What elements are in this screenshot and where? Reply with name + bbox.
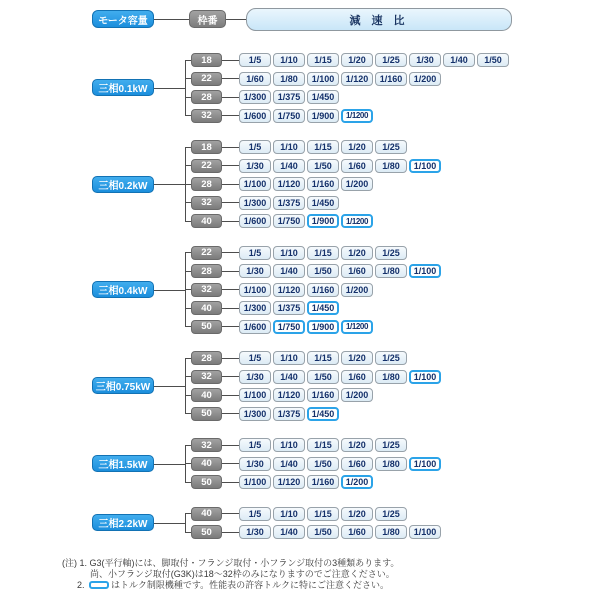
frame-number-box: 50 [191, 475, 222, 489]
ratio-box: 1/80 [375, 159, 407, 173]
ratio-box: 1/600 [239, 109, 271, 123]
frame-connector-line [222, 202, 239, 203]
ratio-box: 1/60 [341, 159, 373, 173]
motor-capacity-box: 三相2.2kW [92, 514, 154, 531]
ratio-box: 1/50 [307, 264, 339, 278]
ratio-box: 1/40 [443, 53, 475, 67]
motor-capacity-box: 三相0.2kW [92, 176, 154, 193]
frame-connector-line [222, 482, 239, 483]
ratio-box: 1/200 [341, 283, 373, 297]
note-1-number: 1. [79, 558, 88, 568]
frame-connector-line [222, 289, 239, 290]
ratio-box: 1/40 [273, 264, 305, 278]
ratio-box: 1/60 [341, 370, 373, 384]
frame-row [0, 349, 600, 368]
frame-row [0, 436, 600, 455]
ratio-box: 1/25 [375, 140, 407, 154]
ratio-list [239, 370, 441, 384]
frame-row [0, 281, 600, 300]
ratio-box: 1/20 [341, 53, 373, 67]
ratio-box: 1/15 [307, 246, 339, 260]
ratio-box: 1/100 [239, 388, 271, 402]
frame-row [0, 262, 600, 281]
frame-number-box: 32 [191, 283, 222, 297]
ratio-list [239, 407, 339, 421]
frame-row [0, 318, 600, 337]
ratio-box: 1/20 [341, 438, 373, 452]
ratio-list [239, 140, 407, 154]
ratio-list [239, 457, 441, 471]
ratio-box: 1/10 [273, 351, 305, 365]
note-line-3 [62, 580, 399, 591]
frame-connector-line [222, 78, 239, 79]
ratio-box-torque-limited: 1/1200 [341, 109, 373, 123]
frame-row [0, 107, 600, 126]
ratio-box: 1/50 [307, 457, 339, 471]
ratio-box: 1/80 [375, 370, 407, 384]
frame-connector-line [222, 463, 239, 464]
ratio-box: 1/100 [239, 177, 271, 191]
frame-connector-line [222, 376, 239, 377]
note-line-1 [62, 558, 399, 569]
frame-connector-line [222, 165, 239, 166]
frame-row [0, 212, 600, 231]
motor-capacity-header-box: モータ容量 [92, 10, 154, 28]
ratio-box: 1/160 [307, 177, 339, 191]
motor-capacity-box: 三相1.5kW [92, 455, 154, 472]
frame-number-box: 40 [191, 388, 222, 402]
ratio-box: 1/100 [239, 475, 271, 489]
ratio-box: 1/15 [307, 507, 339, 521]
motor-capacity-box: 三相0.1kW [92, 79, 154, 96]
ratio-box-torque-limited: 1/750 [273, 320, 305, 334]
frame-number-box: 40 [191, 507, 222, 521]
frame-connector-line [222, 395, 239, 396]
ratio-box: 1/10 [273, 140, 305, 154]
ratio-box: 1/5 [239, 351, 271, 365]
capacity-connector-line [153, 464, 185, 465]
frame-number-header-box: 枠番 [189, 10, 226, 28]
frame-connector-line [222, 252, 239, 253]
ratio-box: 1/375 [273, 407, 305, 421]
ratio-list [239, 196, 339, 210]
ratio-box-torque-limited: 1/1200 [341, 214, 373, 228]
ratio-list [239, 507, 407, 521]
ratio-box-torque-limited: 1/900 [307, 320, 339, 334]
ratio-box: 1/50 [307, 159, 339, 173]
ratio-box: 1/30 [409, 53, 441, 67]
frame-row [0, 157, 600, 176]
frame-connector-line [222, 221, 239, 222]
torque-limited-legend-box [89, 581, 109, 589]
ratio-list [239, 246, 407, 260]
note-2-text: はトルク制限機種です。性能表の許容トルクに特にご注意ください。 [111, 580, 389, 590]
ratio-box: 1/15 [307, 438, 339, 452]
frame-number-box: 40 [191, 301, 222, 315]
ratio-box: 1/750 [273, 109, 305, 123]
ratio-box: 1/10 [273, 438, 305, 452]
frame-connector-line [222, 445, 239, 446]
capacity-connector-line [153, 88, 185, 89]
ratio-list [239, 301, 339, 315]
frame-number-box: 22 [191, 72, 222, 86]
tree [0, 51, 600, 555]
ratio-box: 1/20 [341, 140, 373, 154]
ratio-box: 1/375 [273, 90, 305, 104]
frame-row [0, 138, 600, 157]
ratio-box: 1/160 [375, 72, 407, 86]
ratio-list [239, 525, 441, 539]
ratio-box-torque-limited: 1/900 [307, 214, 339, 228]
ratio-list [239, 351, 407, 365]
motor-capacity-box: 三相0.4kW [92, 281, 154, 298]
frame-number-box: 50 [191, 407, 222, 421]
frame-row [0, 88, 600, 107]
ratio-box: 1/100 [409, 525, 441, 539]
ratio-box: 1/80 [375, 457, 407, 471]
ratio-box: 1/50 [307, 370, 339, 384]
ratio-box: 1/600 [239, 320, 271, 334]
ratio-box: 1/100 [239, 283, 271, 297]
header-connector-line [226, 19, 246, 20]
ratio-box: 1/60 [341, 457, 373, 471]
frame-row [0, 505, 600, 524]
ratio-box: 1/40 [273, 159, 305, 173]
ratio-box: 1/60 [341, 525, 373, 539]
ratio-list [239, 159, 441, 173]
frame-connector-line [222, 60, 239, 61]
ratio-box: 1/30 [239, 370, 271, 384]
ratio-box: 1/300 [239, 90, 271, 104]
frame-connector-line [222, 513, 239, 514]
frame-row [0, 368, 600, 387]
ratio-box: 1/450 [307, 196, 339, 210]
frame-row [0, 175, 600, 194]
frame-row [0, 473, 600, 492]
ratio-box: 1/600 [239, 214, 271, 228]
frame-number-box: 32 [191, 109, 222, 123]
ratio-box: 1/160 [307, 475, 339, 489]
ratio-box: 1/120 [273, 177, 305, 191]
ratio-box: 1/30 [239, 457, 271, 471]
ratio-box: 1/30 [239, 264, 271, 278]
frame-number-box: 32 [191, 196, 222, 210]
ratio-box: 1/450 [307, 90, 339, 104]
frame-row [0, 455, 600, 474]
frame-number-box: 18 [191, 53, 222, 67]
ratio-list [239, 214, 373, 228]
ratio-box: 1/10 [273, 246, 305, 260]
frame-number-box: 32 [191, 438, 222, 452]
frame-number-box: 22 [191, 159, 222, 173]
ratio-box: 1/750 [273, 214, 305, 228]
ratio-box: 1/5 [239, 140, 271, 154]
capacity-group [0, 349, 600, 423]
frame-connector-line [222, 97, 239, 98]
ratio-box: 1/25 [375, 351, 407, 365]
frame-row [0, 51, 600, 70]
capacity-group [0, 244, 600, 337]
ratio-box: 1/80 [273, 72, 305, 86]
frame-number-box: 50 [191, 320, 222, 334]
frame-connector-line [222, 308, 239, 309]
ratio-box: 1/60 [239, 72, 271, 86]
ratio-box: 1/200 [341, 177, 373, 191]
ratio-list [239, 53, 509, 67]
ratio-list [239, 283, 373, 297]
trunk-line [185, 147, 186, 221]
ratio-box: 1/80 [375, 264, 407, 278]
ratio-box: 1/375 [273, 196, 305, 210]
trunk-line [185, 60, 186, 116]
frame-connector-line [222, 326, 239, 327]
frame-number-box: 32 [191, 370, 222, 384]
capacity-group [0, 51, 600, 125]
trunk-line [185, 253, 186, 327]
frame-connector-line [222, 115, 239, 116]
ratio-box-torque-limited: 1/100 [409, 264, 441, 278]
frame-row [0, 194, 600, 213]
reduction-ratio-header-box: 減 速 比 [246, 8, 512, 31]
ratio-box: 1/300 [239, 301, 271, 315]
note-2-number: 2. [77, 580, 85, 590]
ratio-box: 1/15 [307, 140, 339, 154]
frame-connector-line [222, 358, 239, 359]
frame-number-box: 50 [191, 525, 222, 539]
ratio-box: 1/80 [375, 525, 407, 539]
frame-number-box: 28 [191, 177, 222, 191]
ratio-box: 1/20 [341, 507, 373, 521]
ratio-list [239, 320, 373, 334]
frame-number-box: 22 [191, 246, 222, 260]
capacity-group [0, 138, 600, 231]
note-1-text: G3(平行軸)には、脚取付・フランジ取付・小フランジ取付の3種類あります。 [89, 558, 400, 568]
frame-connector-line [222, 532, 239, 533]
frame-connector-line [222, 184, 239, 185]
ratio-box: 1/20 [341, 351, 373, 365]
ratio-box: 1/30 [239, 525, 271, 539]
frame-number-box: 40 [191, 214, 222, 228]
ratio-list [239, 90, 339, 104]
header-connector-line [154, 19, 189, 20]
ratio-box: 1/120 [341, 72, 373, 86]
frame-connector-line [222, 147, 239, 148]
ratio-box: 1/200 [409, 72, 441, 86]
ratio-list [239, 388, 373, 402]
frame-connector-line [222, 271, 239, 272]
capacity-connector-line [153, 184, 185, 185]
frame-number-box: 28 [191, 351, 222, 365]
trunk-line [185, 445, 186, 482]
ratio-box: 1/120 [273, 283, 305, 297]
ratio-list [239, 109, 373, 123]
ratio-box: 1/25 [375, 438, 407, 452]
ratio-box: 1/10 [273, 53, 305, 67]
ratio-box-torque-limited: 1/100 [409, 457, 441, 471]
ratio-box: 1/160 [307, 388, 339, 402]
ratio-list [239, 72, 441, 86]
ratio-box: 1/120 [273, 475, 305, 489]
ratio-box: 1/15 [307, 53, 339, 67]
ratio-box: 1/5 [239, 246, 271, 260]
ratio-box: 1/900 [307, 109, 339, 123]
capacity-group [0, 436, 600, 492]
ratio-box-torque-limited: 1/200 [341, 475, 373, 489]
ratio-box: 1/40 [273, 457, 305, 471]
ratio-box: 1/5 [239, 507, 271, 521]
ratio-list [239, 438, 407, 452]
ratio-box: 1/5 [239, 438, 271, 452]
ratio-box: 1/10 [273, 507, 305, 521]
frame-number-box: 18 [191, 140, 222, 154]
ratio-box: 1/5 [239, 53, 271, 67]
ratio-box-torque-limited: 1/100 [409, 370, 441, 384]
notes [62, 558, 399, 591]
ratio-box: 1/40 [273, 370, 305, 384]
ratio-box: 1/25 [375, 53, 407, 67]
frame-row [0, 405, 600, 424]
ratio-list [239, 475, 373, 489]
ratio-box: 1/375 [273, 301, 305, 315]
capacity-connector-line [153, 523, 185, 524]
ratio-box: 1/160 [307, 283, 339, 297]
ratio-box: 1/50 [307, 525, 339, 539]
ratio-box: 1/50 [477, 53, 509, 67]
ratio-list [239, 177, 373, 191]
ratio-box: 1/20 [341, 246, 373, 260]
ratio-box: 1/300 [239, 196, 271, 210]
frame-row [0, 70, 600, 89]
note-prefix: (注) [62, 558, 77, 568]
ratio-box: 1/40 [273, 525, 305, 539]
capacity-group [0, 505, 600, 542]
frame-connector-line [222, 413, 239, 414]
ratio-box: 1/60 [341, 264, 373, 278]
frame-number-box: 28 [191, 90, 222, 104]
ratio-list [239, 264, 441, 278]
note-1-text-cont: 尚、小フランジ取付(G3K)は18～32枠のみになりますのでご注意ください。 [90, 569, 395, 579]
frame-row [0, 244, 600, 263]
capacity-connector-line [153, 290, 185, 291]
ratio-box: 1/200 [341, 388, 373, 402]
frame-row [0, 386, 600, 405]
ratio-box: 1/15 [307, 351, 339, 365]
ratio-box: 1/25 [375, 246, 407, 260]
motor-capacity-box: 三相0.75kW [92, 377, 154, 394]
ratio-box-torque-limited: 1/100 [409, 159, 441, 173]
ratio-box-torque-limited: 1/450 [307, 407, 339, 421]
ratio-box-torque-limited: 1/1200 [341, 320, 373, 334]
ratio-box: 1/25 [375, 507, 407, 521]
frame-row [0, 299, 600, 318]
trunk-line [185, 358, 186, 414]
ratio-box: 1/120 [273, 388, 305, 402]
ratio-box-torque-limited: 1/450 [307, 301, 339, 315]
note-line-2 [62, 569, 399, 580]
frame-number-box: 28 [191, 264, 222, 278]
ratio-box: 1/100 [307, 72, 339, 86]
ratio-box: 1/30 [239, 159, 271, 173]
frame-row [0, 523, 600, 542]
frame-number-box: 40 [191, 457, 222, 471]
ratio-box: 1/300 [239, 407, 271, 421]
capacity-connector-line [153, 386, 185, 387]
trunk-line [185, 514, 186, 533]
